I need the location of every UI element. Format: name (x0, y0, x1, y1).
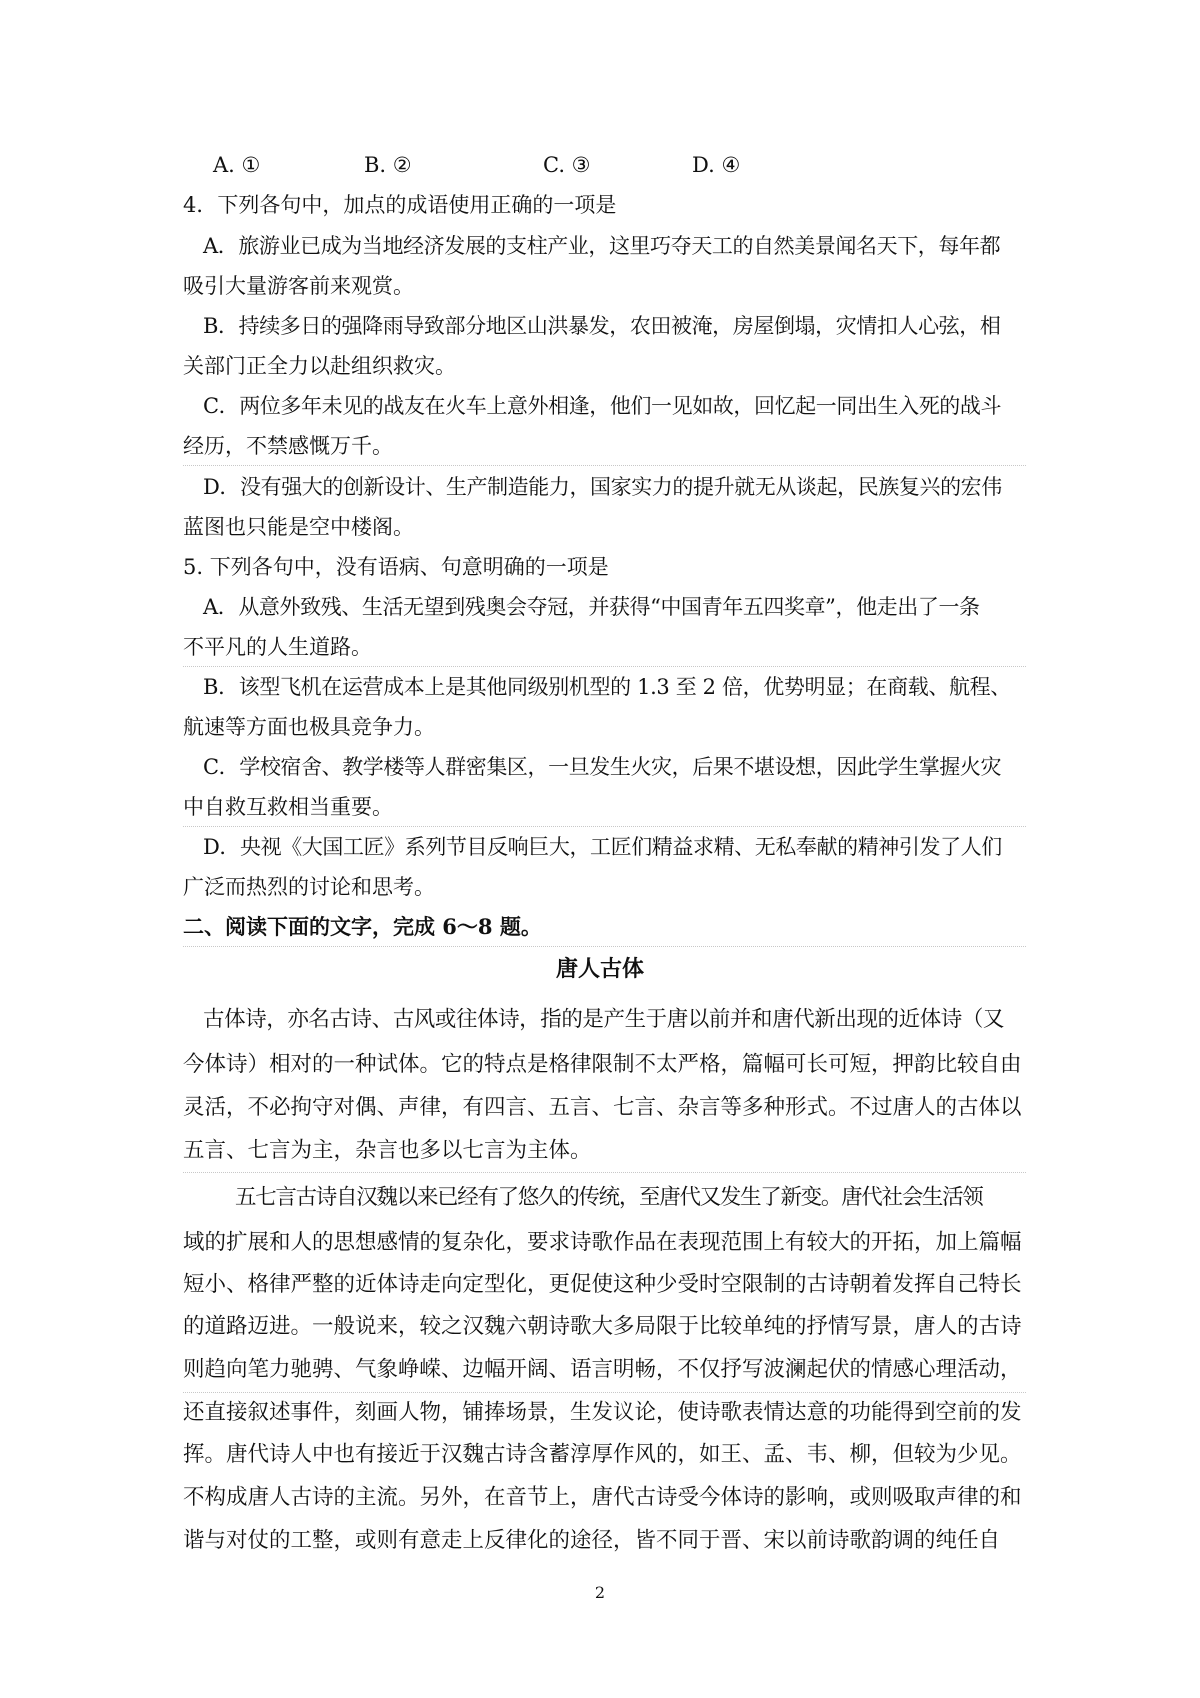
q4-option-b-line1: B．持续多日的强降雨导致部分地区山洪暴发，农田被淹，房屋倒塌，灾情扣人心弦，相 (203, 314, 1001, 338)
q3-option-d: D. ④ (692, 153, 741, 177)
ruled-line (183, 946, 1026, 947)
q3-option-b: B. ② (364, 153, 412, 177)
q5-option-d-line1: D．央视《大国工匠》系列节目反响巨大，工匠们精益求精、无私奉献的精神引发了人们 (203, 835, 1002, 859)
ruled-line (183, 666, 1026, 667)
para2-line4: 的道路迈进。一般说来，较之汉魏六朝诗歌大多局限于比较单纯的抒情写景，唐人的古诗 (183, 1314, 1022, 1339)
ruled-line (183, 465, 1026, 466)
para1-line4: 五言、七言为主，杂言也多以七言为主体。 (183, 1138, 592, 1163)
para2-line1: 五七言古诗自汉魏以来已经有了悠久的传统，至唐代又发生了新变。唐代社会生活领 (235, 1185, 983, 1210)
q4-option-c-line1: C．两位多年未见的战友在火车上意外相逢，他们一见如故，回忆起一同出生入死的战斗 (203, 394, 1002, 418)
q5-option-b-line2: 航速等方面也极具竞争力。 (183, 715, 435, 739)
para2-line9: 谐与对仗的工整，或则有意走上反律化的途径，皆不同于晋、宋以前诗歌韵调的纯任自 (183, 1528, 1001, 1553)
para2-line8: 不构成唐人古诗的主流。另外，在音节上，唐代古诗受今体诗的影响，或则吸取声律的和 (183, 1485, 1022, 1510)
q5-option-d-line2: 广泛而热烈的讨论和思考。 (183, 875, 435, 899)
ruled-line (183, 826, 1026, 827)
q5-option-a-line1: A．从意外致残、生活无望到残奥会夺冠，并获得“中国青年五四奖章”，他走出了一条 (203, 595, 980, 619)
para2-line7: 挥。唐代诗人中也有接近于汉魏古诗含蓄淳厚作风的，如王、孟、韦、柳，但较为少见。 (183, 1442, 1022, 1467)
section-heading: 二、阅读下面的文字，完成 6～8 题。 (183, 914, 542, 939)
para2-line3: 短小、格律严整的近体诗走向定型化，更促使这种少受时空限制的古诗朝着发挥自己特长 (183, 1272, 1022, 1297)
page-number: 2 (594, 1583, 606, 1602)
q4-stem: 4．下列各句中，加点的成语使用正确的一项是 (183, 193, 617, 217)
q4-option-b-line2: 关部门正全力以赴组织救灾。 (183, 354, 456, 378)
ruled-line (183, 1172, 1026, 1173)
article-title: 唐人古体 (555, 957, 644, 982)
q5-option-c-line2: 中自救互救相当重要。 (183, 795, 393, 819)
q4-option-a-line2: 吸引大量游客前来观赏。 (183, 274, 414, 298)
q5-stem: 5. 下列各句中，没有语病、句意明确的一项是 (183, 555, 609, 579)
q5-option-a-line2: 不平凡的人生道路。 (183, 635, 372, 659)
para2-line5: 则趋向笔力驰骋、气象峥嵘、边幅开阔、语言明畅，不仅抒写波澜起伏的情感心理活动， (183, 1357, 1022, 1382)
para2-line6: 还直接叙述事件，刻画人物，铺捧场景，生发议论，使诗歌表情达意的功能得到空前的发 (183, 1400, 1022, 1425)
q4-option-a-line1: A．旅游业已成为当地经济发展的支柱产业，这里巧夺天工的自然美景闻名天下，每年都 (203, 234, 1001, 258)
q5-option-c-line1: C．学校宿舍、教学楼等人群密集区，一旦发生火灾，后果不堪设想，因此学生掌握火灾 (203, 755, 1002, 779)
ruled-line (183, 1392, 1026, 1393)
q3-option-a: A. ① (213, 153, 261, 177)
q5-option-b-line1: B．该型飞机在运营成本上是其他同级别机型的 1.3 至 2 倍，优势明显；在商载、航程、 (203, 675, 1011, 699)
para1-line2: 今体诗）相对的一种试体。它的特点是格律限制不太严格，篇幅可长可短，押韵比较自由 (183, 1052, 1022, 1077)
para1-line1: 古体诗，亦名古诗、古风或往体诗，指的是产生于唐以前并和唐代新出现的近体诗（又 (203, 1007, 1005, 1032)
q4-option-d-line1: D．没有强大的创新设计、生产制造能力，国家实力的提升就无从谈起，民族复兴的宏伟 (203, 475, 1002, 499)
para2-line2: 域的扩展和人的思想感情的复杂化，要求诗歌作品在表现范围上有较大的开拓，加上篇幅 (183, 1230, 1022, 1255)
q4-option-d-line2: 蓝图也只能是空中楼阁。 (183, 515, 414, 539)
para1-line3: 灵活，不必拘守对偶、声律，有四言、五言、七言、杂言等多种形式。不过唐人的古体以 (183, 1095, 1022, 1120)
q3-option-c: C. ③ (543, 153, 591, 177)
q4-option-c-line2: 经历，不禁感慨万千。 (183, 434, 393, 458)
